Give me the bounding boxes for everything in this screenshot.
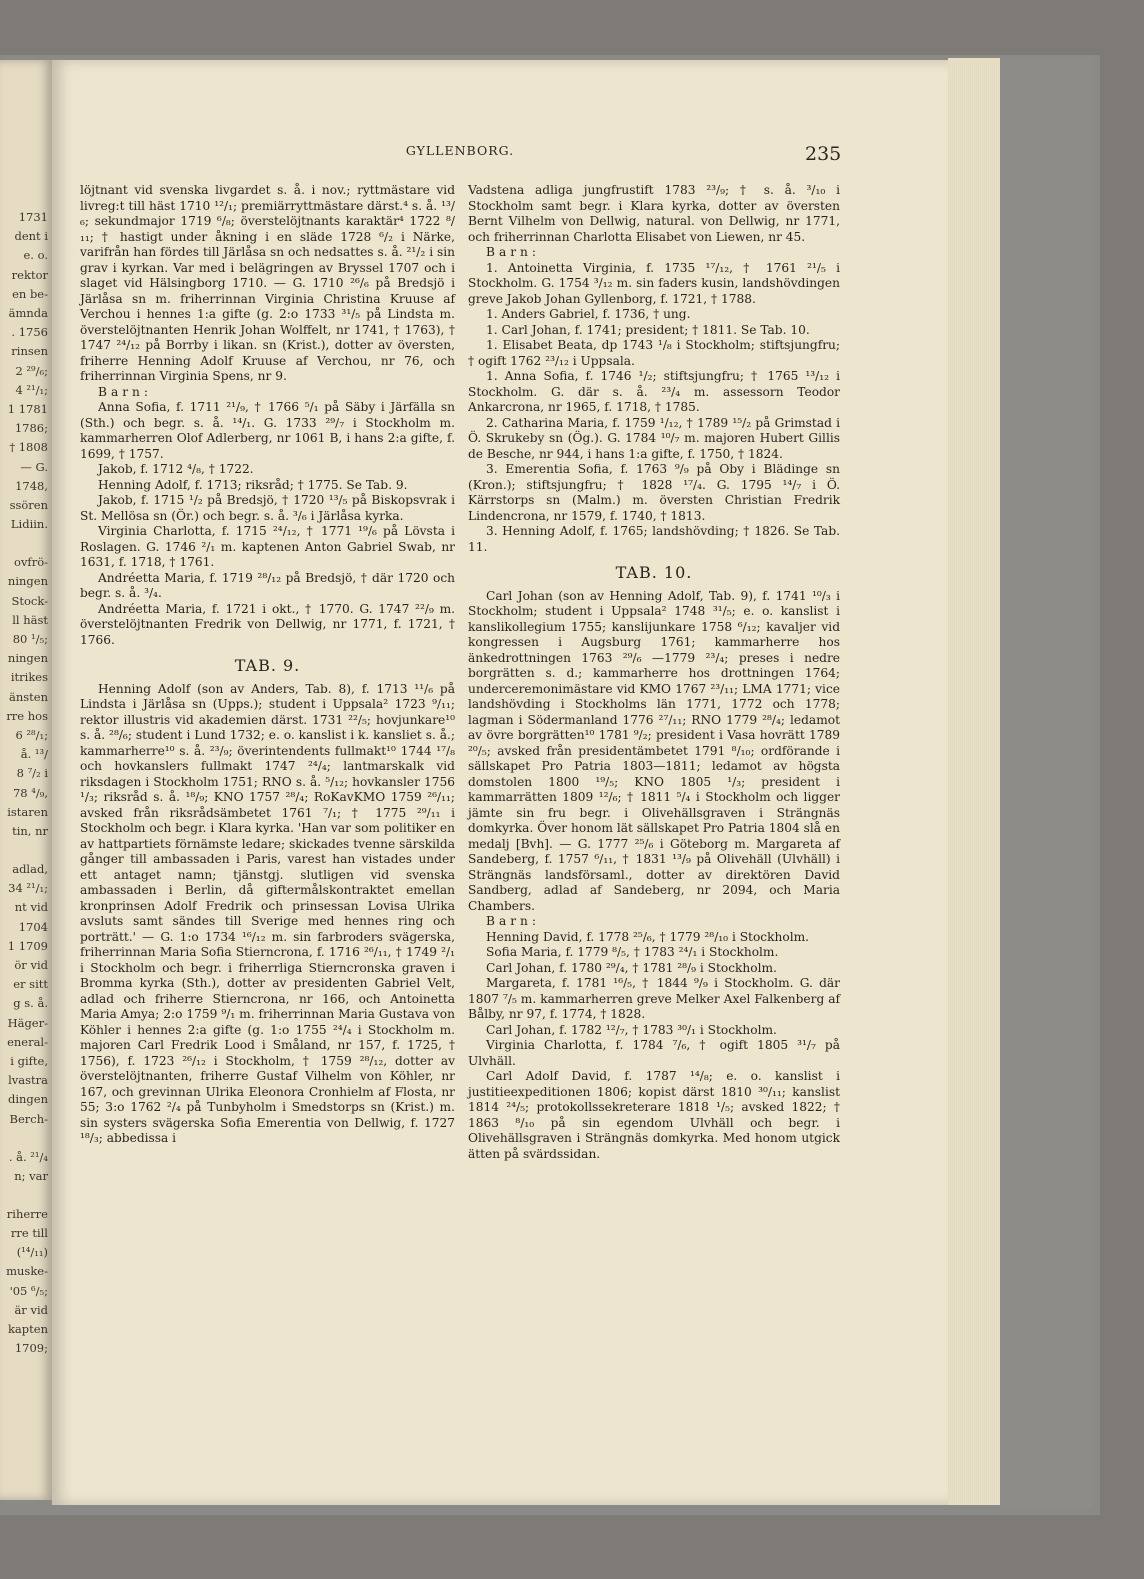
facing-page-fragment: riherre [6,1206,48,1221]
facing-page-fragment: er sitt [13,977,48,992]
entry-paragraph: Vadstena adliga jungfrustift 1783 ²³/₉; † s. å. ³/₁₀ i Stockholm samt begr. i Klara kyrka, dotter av översten Bernt Vilhelm von Dellwig, natural. von Dellwig, nr 1771, och friherrinnan Charlotta Elisabet von Liewen, nr 45. [468,183,840,244]
left-page-margin [0,60,52,1500]
entry-paragraph: 1. Anders Gabriel, f. 1736, † ung. [486,307,691,321]
facing-page-fragment: 80 ¹/₅; [12,632,48,646]
facing-page-fragment: å. ¹³/ [20,747,48,762]
facing-page-fragment: † 1808 [9,440,48,455]
entry-paragraph: Anna Sofia, f. 1711 ²¹/₉, † 1766 ⁵/₁ på Säby i Järfälla sn (Sth.) och begr. s. å. ¹⁴/₁. G. 1733 ²⁹/₇ i Stockholm m. kammarherren Olof Adlerberg, nr 1061 B, i hans 2:a gifte, f. 1699, † 1757. [80,400,455,461]
page-edges [948,58,1000,1505]
entry-paragraph: Jakob, f. 1712 ⁴/₈, † 1722. [98,462,254,476]
facing-page-fragment: ör vid [14,958,48,972]
facing-page-fragment: är vid [14,1302,48,1317]
facing-page-fragment: tin, nr [12,824,48,838]
facing-page-fragment: ningen [7,574,48,589]
entry-paragraph: 3. Emerentia Sofia, f. 1763 ⁹/₉ på Oby i Blädinge sn (Kron.); stiftsjungfru; † 1828 ¹⁷/₄. G. 1795 ¹⁴/₇ i Ö. Kärrstorps sn (Malm.) m. översten Christian Fredrik Lindencrona, nr 1579, f. 1740, † 1813. [468,462,840,523]
facing-page-fragment: lvastra [8,1073,48,1088]
facing-page-fragment: 1704 [18,919,48,934]
entry-paragraph: Jakob, f. 1715 ¹/₂ på Bredsjö, † 1720 ¹³/₅ på Biskopsvrak i St. Mellösa sn (Ör.) och begr. s. å. ³/₆ i Järlåsa kyrka. [80,493,455,523]
entry-paragraph: Andréetta Maria, f. 1721 i okt., † 1770. G. 1747 ²²/₉ m. överstelöjtnanten Fredrik von Dellwig, nr 1771, f. 1721, † 1766. [80,601,455,647]
facing-page-fragment: 1786; [14,421,48,436]
facing-page-fragment: änsten [9,689,48,704]
facing-page-fragment: nt vid [14,900,48,915]
facing-page-fragment: ssören [9,498,48,512]
facing-page-fragment: Berch- [9,1111,48,1126]
facing-page-fragment: 1748, [15,478,48,493]
facing-page-fragment: Lidiin. [10,517,48,532]
entry-paragraph: Carl Johan (son av Henning Adolf, Tab. 9), f. 1741 ¹⁰/₃ i Stockholm; student i Uppsala² 1748 ³¹/₅; e. o. kanslist i kanslikollegium 1755; kanslijunkare 1758 ⁶/₁₂; kavaljer vid kongressen i Augsburg 1761; kammarherre hos änkedrottningen 1763 ²⁹/₆ —1779 ²³/₄; preses i nedre borgrätten s. d.; kammarherre hos drottningen 1764; underceremonimästare vid KMO 1767 ²³/₁₁; LMA 1771; vice landshövding i Stockholms län 1771, 1772 och 1778; lagman i Södermanland 1776 ²⁷/₁₁; RNO 1779 ²⁸/₄; ledamot av övre borgrätten¹⁰ 1781 ⁹/₂; president i Vasa hovrätt 1789 ²⁰/₅; avsked från presidentämbetet 1791 ⁸/₁₀; ordförande i sällskapet Pro Patria 1803—1811; ledamot av högsta domstolen 1800 ¹⁹/₅; KNO 1805 ¹/₃; president i kammarrätten 1809 ¹²/₆; † 1811 ⁵/₄ i Stockholm och ligger jämte sin fru begr. i Olivehällsgraven i Strängnäs domkyrka. Över honom lät sällskapet Pro Patria 1804 slå en medalj [Bvh]. — G. 1777 ²⁵/₆ i Göteborg m. Margareta af Sandeberg, f. 1757 ⁶/₁₁, † 1831 ¹³/₉ på Olivehäll (Ulvhäll) i Strängnäs landsförsaml., dotter av direktören David Sandberg, adlad af Sandeberg, nr 2094, och Maria Chambers. [468,588,840,913]
entry-paragraph: Henning Adolf, f. 1713; riksråd; † 1775. Se Tab. 9. [98,477,408,492]
facing-page-fragment: en be- [12,286,48,301]
facing-page-fragment: 1 1781 [7,402,48,416]
facing-page-fragment: ovfrö- [14,555,48,570]
facing-page-fragment: . 1756 [11,325,48,340]
facing-page-fragment: Stock- [11,593,48,608]
facing-page-fragment: 1709; [14,1341,48,1356]
facing-page-fragment: e. o. [23,248,48,263]
facing-page-fragment: eneral- [7,1034,48,1049]
facing-page-fragment: Häger- [7,1015,48,1030]
entry-paragraph: 1. Antoinetta Virginia, f. 1735 ¹⁷/₁₂, † 1761 ²¹/₅ i Stockholm. G. 1754 ³/₁₂ m. sin faders kusin, landshövdingen greve Jakob Johan Gyllenborg, f. 1721, † 1788. [468,260,840,306]
facing-page-fragment: 1731 [18,210,48,224]
book-cover-edge [1000,58,1092,1508]
entry-paragraph: 3. Henning Adolf, f. 1765; landshövding; † 1826. Se Tab. 11. [468,524,840,554]
entry-paragraph: Margareta, f. 1781 ¹⁶/₅, † 1844 ⁹/₉ i Stockholm. G. där 1807 ⁷/₅ m. kammarherren greve Melker Axel Falkenberg af Bålby, nr 97, f. 1774, † 1828. [468,976,840,1021]
children-label: Barn: [486,914,541,928]
table-heading: TAB. 9. [234,656,301,675]
facing-page-fragment: ningen [7,651,48,666]
facing-page-fragment: ll häst [12,612,48,627]
facing-page-fragment: 78 ⁴/₉, [12,785,48,800]
facing-page-fragment: n; var [14,1168,48,1183]
entry-paragraph: Carl Johan, f. 1782 ¹²/₇, † 1783 ³⁰/₁ i Stockholm. [486,1022,777,1037]
facing-page-fragment: 4 ²¹/₁; [15,382,48,397]
facing-page-fragment: '05 ⁶/₅; [9,1283,48,1298]
facing-page-fragment: adlad, [12,862,48,876]
facing-page-fragment: rre hos [6,708,48,723]
facing-page-fragment: kapten [7,1322,48,1336]
entry-paragraph: Carl Adolf David, f. 1787 ¹⁴/₈; e. o. kanslist i justitieexpeditionen 1806; kopist därst 1810 ³⁰/₁₁; kanslist 1814 ²⁴/₅; protokollssekreterare 1818 ¹/₅; avsked 1822; † 1863 ⁸/₁₀ på sin egendom Ulvhäll och begr. i Olivehällsgraven i Strängnäs domkyrka. Med honom utgick ätten på svärdssidan. [468,1069,840,1161]
entry-paragraph: 2. Catharina Maria, f. 1759 ¹/₁₂, † 1789 ¹⁵/₂ på Grimstad i Ö. Skrukeby sn (Ög.). G. 1784 ¹⁰/₇ m. majoren Hubert Gillis de Besche, nr 944, i hans 1:a gifte, f. 1750, † 1824. [468,415,840,461]
entry-paragraph: 1. Carl Johan, f. 1741; president; † 1811. Se Tab. 10. [486,322,810,337]
right-column [468,183,840,1162]
entry-paragraph: 1. Anna Sofia, f. 1746 ¹/₂; stiftsjungfru; † 1765 ¹³/₁₂ i Stockholm. G. där s. å. ²³/₄ m. assessorn Teodor Ankarcrona, nr 1965, f. 1718, † 1785. [468,369,840,414]
facing-page-fragment: ämnda [8,306,48,320]
facing-page-fragment: . å. ²¹/₄ [8,1149,48,1164]
facing-page-fragment: rre till [10,1226,48,1240]
entry-paragraph: Sofia Maria, f. 1779 ⁸/₅, † 1783 ²⁴/₁ i Stockholm. [486,945,779,959]
facing-page-fragment: 8 ⁷/₂ i [16,766,48,781]
entry-paragraph: Virginia Charlotta, f. 1715 ²⁴/₁₂, † 1771 ¹⁹/₆ på Lövsta i Roslagen. G. 1746 ²/₁ m. kaptenen Anton Gabriel Swab, nr 1631, f. 1718, † 1761. [80,524,455,569]
facing-page-fragment: i gifte, [10,1054,48,1068]
facing-page-fragment: muske- [6,1264,48,1279]
children-label: Barn: [486,245,541,259]
facing-page-fragment: (¹⁴/₁₁) [16,1245,48,1260]
table-heading: TAB. 10. [615,563,693,582]
facing-page-fragment: 2 ²⁹/₆; [15,363,48,378]
facing-page-fragment: 34 ²¹/₁; [8,881,48,896]
entry-paragraph: Henning Adolf (son av Anders, Tab. 8), f. 1713 ¹¹/₆ på Lindsta i Järlåsa sn (Upps.); student i Uppsala² 1723 ⁹/₁₁; rektor illustris vid akademien därst. 1731 ²²/₅; hovjunkare¹⁰ s. å. ²⁸/₆; student i Lund 1732; e. o. kanslist i k. kansliet s. å.; kammarherre¹⁰ s. å. ²³/₉; överintendents fullmakt¹⁰ 1744 ¹⁷/₈ och hovkanslers fullmakt 1747 ²⁴/₄; lantmarskalk vid riksdagen i Stockholm 1751; RNO s. å. ⁵/₁₂; hovkansler 1756 ¹/₃; riksråd s. å. ¹⁸/₉; KNO 1757 ²⁸/₄; RoKavKMO 1759 ²⁶/₁₁; avsked från riksrådsämbetet 1761 ⁷/₁; † 1775 ²⁹/₁₁ i Stockholm och begr. i Klara kyrka. 'Han var som politiker en av hattpartiets förnämste ledare; skickades tvenne särskilda gånger till ambassaden i Paris, varest han vistades under ett antaget namn; tjänstgj. slutligen vid svenska ambassaden i Berlin, då giftermålskontraktet emellan kronprinsen Adolf Fredrik och prinsessan Lovisa Ulrika avsluts samt sändes till Sverige med hennes ring och porträtt.' — G. 1:o 1734 ¹⁶/₁₂ m. sin farbroders svägerska, friherrinnan Maria Sofia Stierncrona, f. 1716 ²⁶/₁₁, † 1749 ²/₁ i Stockholm och begr. i friherrliga Stierncronska graven i Bromma kyrka (Sth.), dotter av presidenten Gabriel Velt, adlad och friherre Stierncrona, nr 166, och Antoinetta Maria Amya; 2:o 1759 ⁹/₁ m. friherrinnan Maria Gustava von Köhler i hennes 2:a gifte (g. 1:o 1755 ²⁴/₄ i Stockholm m. majoren Carl Fredrik Lood i Småland, nr 157, f. 1725, † 1756), f. 1723 ²⁶/₁₂ i Stockholm, † 1759 ²⁸/₁₂, dotter av överstelöjtnanten, friherre Gustaf Vilhelm von Köhler, nr 167, och grevinnan Ulrika Eleonora Cronhielm af Flosta, nr 55; 3:o 1762 ²/₄ på Tunbyholm i Smedstorps sn (Krist.) m. sin systers svägerska Sofia Emerentia von Dellwig, f. 1727 ¹⁸/₃; abbedissa i [80,681,455,1145]
facing-page-fragment: — G. [20,459,48,474]
page-number: 235 [805,143,842,165]
running-header: GYLLENBORG. [405,143,515,158]
left-column [80,183,455,1147]
facing-page-fragment: dent i [14,229,48,244]
facing-page-fragment: rinsen [11,344,48,359]
facing-page-fragment: 6 ²⁸/₁; [15,728,48,742]
facing-page-fragment: g s. å. [13,996,48,1011]
facing-page-fragment: dingen [7,1092,48,1107]
facing-page-fragment: rektor [11,267,48,282]
entry-paragraph: Andréetta Maria, f. 1719 ²⁸/₁₂ på Bredsjö, † där 1720 och begr. s. å. ³/₄. [80,570,455,600]
facing-page-fragment: istaren [7,804,48,819]
children-label: Barn: [98,384,153,399]
facing-page-fragment: 1 1709 [7,938,48,953]
entry-paragraph: Virginia Charlotta, f. 1784 ⁷/₆, † ogift 1805 ³¹/₇ på Ulvhäll. [468,1038,840,1068]
entry-paragraph: Henning David, f. 1778 ²⁵/₆, † 1779 ²⁸/₁₀ i Stockholm. [486,929,810,944]
entry-paragraph: Carl Johan, f. 1780 ²⁹/₄, † 1781 ²⁸/₉ i Stockholm. [486,960,777,975]
facing-page-fragment: itrikes [10,670,48,685]
entry-paragraph: löjtnant vid svenska livgardet s. å. i nov.; ryttmästare vid livreg:t till häst 1710 ¹²/₁; premiärryttmästare därst.⁴ s. å. ¹³/₆; sekundmajor 1719 ⁶/₈; överstelöjtnants karaktär⁴ 1722 ⁸/₁₁; † hastigt under åkning i en släde 1728 ⁶/₂ i Närke, varifrån han fördes till Järlåsa sn och nedsattes s. å. ²¹/₂ i sin grav i kyrkan. Var med i belägringen av Bryssel 1707 och i slaget vid Hälsingborg 1710. — G. 1710 ²⁶/₆ på Bredsjö i Järlåsa sn m. friherrinnan Virginia Christina Kruuse af Verchou i hennes 1:a gifte (g. 2:o 1733 ³¹/₅ på Lindsta m. överstelöjtnanten Henrik Johan Wolffelt, nr 1741, † 1763), † 1747 ²⁴/₁₂ på Borrby i likan. sn (Krist.), dotter av översten, friherre Henning Adolf Kruuse af Verchou, nr 76, och friherrinnan Virginia Spens, nr 9. [80,183,455,383]
entry-paragraph: 1. Elisabet Beata, dp 1743 ¹/₈ i Stockholm; stiftsjungfru; † ogift 1762 ²³/₁₂ i Uppsala. [468,338,840,368]
